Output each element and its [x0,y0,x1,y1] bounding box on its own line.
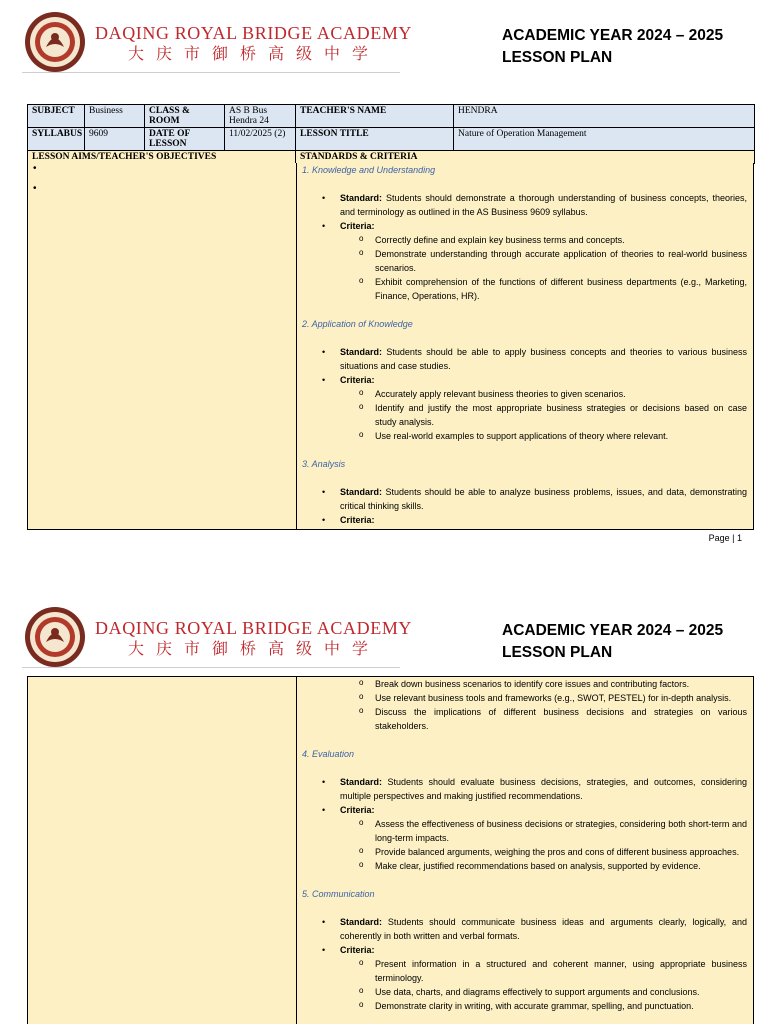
lesson-body-page-2 [27,676,754,1024]
criteria-item: o Correctly define and explain key business terms and concepts. [302,233,747,247]
aims-header: LESSON AIMS/TEACHER'S OBJECTIVES [28,151,296,164]
criteria-item: o Exhibit comprehension of the functions of different business departments (e.g., Marketing, Finance, Operations, HR). [302,275,747,303]
criteria-item: o Use relevant business tools and frameworks (e.g., SWOT, PESTEL) for in-depth analysis. [302,691,747,705]
teacher-value: HENDRA [454,105,755,128]
page-header [0,595,768,675]
criteria-heading: • Criteria: [302,943,747,957]
criteria-heading: • Criteria: [302,513,747,527]
standards-column [297,677,753,1024]
standard-item: • Standard: Students should be able to apply business concepts and theories to various business situations and case studies. [302,345,747,373]
aims-column [28,163,297,529]
section-list [302,345,747,443]
criteria-item: o Discuss the implications of different business decisions and strategies on various stakeholders. [302,705,747,733]
school-name-chinese: 大庆市御桥高级中学 [128,639,381,658]
section-list [302,677,747,733]
lesson-body-page-1 [27,163,754,530]
school-name-english: DAQING ROYAL BRIDGE ACADEMY [95,618,413,638]
header-divider [22,72,400,73]
criteria-item: o Accurately apply relevant business theories to given scenarios. [302,387,747,401]
section-title: 4. Evaluation [302,749,355,759]
criteria-item: o Assess the effectiveness of business decisions or strategies, considering both short-term and long-term impacts. [302,817,747,845]
document-type: LESSON PLAN [502,49,613,66]
subject-value: Business [85,105,145,128]
section-title: 1. Knowledge and Understanding [302,165,436,175]
criteria-item: o Use real-world examples to support applications of theory where relevant. [302,429,747,443]
school-crest-logo [24,11,86,73]
teacher-label: TEACHER'S NAME [296,105,454,128]
criteria-heading: • Criteria: [302,803,747,817]
document-type: LESSON PLAN [502,644,613,661]
standard-item: • Standard: Students should be able to analyze business problems, issues, and data, demonstrating critical thinking skills. [302,485,747,513]
section-title: 2. Application of Knowledge [302,319,413,329]
class-label: CLASS & ROOM [145,105,225,128]
school-crest-logo [24,606,86,668]
section-list [302,191,747,303]
school-name-english: DAQING ROYAL BRIDGE ACADEMY [95,23,413,43]
date-value: 11/02/2025 (2) [225,128,296,151]
syllabus-label: SYLLABUS [28,128,85,151]
page-2 [0,595,768,1024]
criteria-heading: • Criteria: [302,373,747,387]
standard-item: • Standard: Students should communicate business ideas and arguments clearly, logically, and coherently in both written and verbal formats. [302,915,747,943]
academic-year: ACADEMIC YEAR 2024 – 2025 [502,622,724,639]
section-title: 3. Analysis [302,459,346,469]
standards-header: STANDARDS & CRITERIA [296,151,755,164]
standards-column [297,163,753,529]
class-value: AS B Bus Hendra 24 [225,105,296,128]
aims-bullet: • [33,183,37,194]
date-label: DATE OF LESSON [145,128,225,151]
meta-row-3 [28,151,755,164]
aims-column [28,677,297,1024]
header-title-block [502,620,723,664]
lesson-meta-table [27,104,755,164]
header-divider [22,667,400,668]
aims-bullet: • [33,163,37,174]
criteria-item: o Identify and justify the most appropriate business strategies or decisions based on case study analysis. [302,401,747,429]
criteria-item: o Demonstrate clarity in writing, with accurate grammar, spelling, and punctuation. [302,999,747,1013]
academic-year: ACADEMIC YEAR 2024 – 2025 [502,27,724,44]
school-name-chinese: 大庆市御桥高级中学 [128,44,381,63]
lesson-title-value: Nature of Operation Management [454,128,755,151]
section-list [302,485,747,527]
meta-row-1 [28,105,755,128]
page-number: Page | 1 [708,533,742,543]
header-title-block [502,25,723,69]
criteria-heading: • Criteria: [302,219,747,233]
section-list [302,775,747,873]
lesson-title-label: LESSON TITLE [296,128,454,151]
meta-row-2 [28,128,755,151]
syllabus-value: 9609 [85,128,145,151]
criteria-item: o Provide balanced arguments, weighing the pros and cons of different business approaches. [302,845,747,859]
page-header [0,0,768,80]
criteria-item: o Present information in a structured and coherent manner, using appropriate business terminology. [302,957,747,985]
section-list [302,915,747,1013]
standard-item: • Standard: Students should evaluate business decisions, strategies, and outcomes, considering multiple perspectives and making justified recommendations. [302,775,747,803]
criteria-item: o Break down business scenarios to identify core issues and contributing factors. [302,677,747,691]
section-title: 5. Communication [302,889,375,899]
subject-label: SUBJECT [28,105,85,128]
criteria-item: o Use data, charts, and diagrams effectively to support arguments and conclusions. [302,985,747,999]
standard-item: • Standard: Students should demonstrate a thorough understanding of business concepts, theories, and terminology as outlined in the AS Business 9609 syllabus. [302,191,747,219]
criteria-item: o Make clear, justified recommendations based on analysis, supported by evidence. [302,859,747,873]
criteria-item: o Demonstrate understanding through accurate application of theories to real-world business scenarios. [302,247,747,275]
